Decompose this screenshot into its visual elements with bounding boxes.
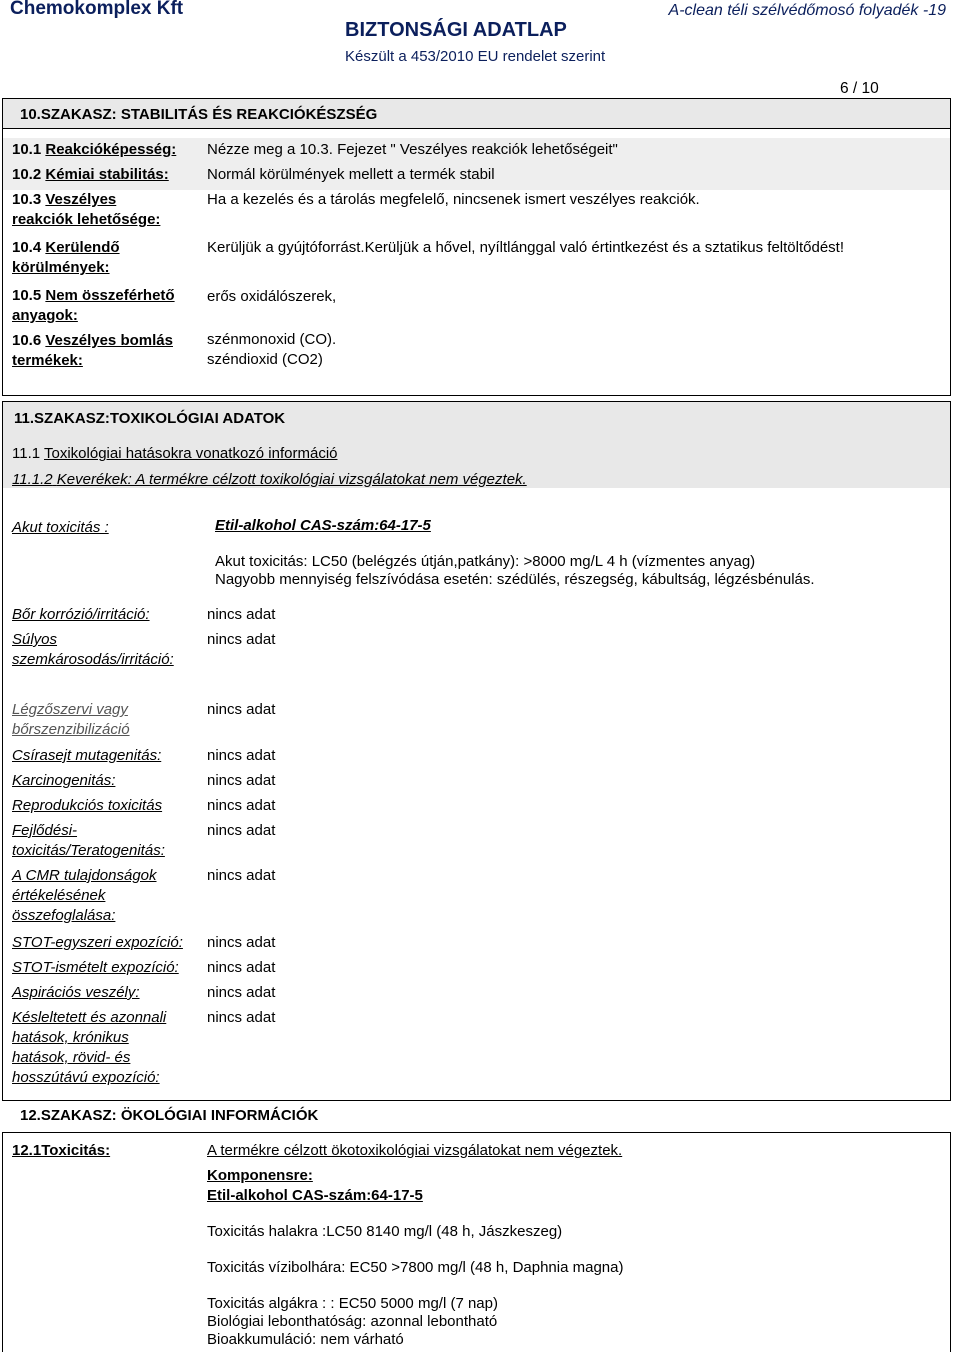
row-10-1-value: Nézze meg a 10.3. Fejezet " Veszélyes reakciók lehetőségeit" (207, 141, 618, 158)
row-10-2-label: 10.2 Kémiai stabilitás: (12, 166, 169, 183)
endpoint-value: nincs adat (207, 984, 276, 1001)
bioaccumulation: Bioakkumuláció: nem várható (207, 1331, 404, 1348)
page-number: 6 / 10 (840, 80, 879, 97)
endpoint-label: Késleltetett és azonnali hatások, krónikus hatások, rövid- és hosszútávú expozíció: (12, 1009, 167, 1086)
row-10-2-value: Normál körülmények mellett a termék stabil (207, 166, 495, 183)
endpoint-label: STOT-egyszeri expozíció: (12, 934, 183, 951)
endpoint-label: STOT-ismételt expozíció: (12, 959, 179, 976)
components-label: Komponensre: (207, 1167, 313, 1184)
endpoint-label: Bőr korrózió/irritáció: (12, 606, 150, 623)
acute-toxicity-lc50: Akut toxicitás: LC50 (belégzés útján,patkány): >8000 mg/L 4 h (vízmentes anyag) (215, 553, 756, 570)
section10-title: 10.SZAKASZ: STABILITÁS ÉS REAKCIÓKÉSZSÉG (20, 106, 378, 123)
row-10-5-label: 10.5 Nem összeférhető anyagok: (12, 287, 175, 324)
endpoint-label: Légzőszervi vagy bőrszenzibilizáció (12, 701, 130, 738)
row-10-4-value: Kerüljük a gyújtóforrást.Kerüljük a hővel, nyíltlánggal való értintkezést és a sztatikus feltöltődést! (207, 239, 844, 256)
endpoint-label: Reprodukciós toxicitás (12, 797, 163, 814)
row-10-3-label: 10.3 Veszélyes reakciók lehetősége: (12, 191, 161, 228)
subsection-11-1: 11.1 Toxikológiai hatásokra vonatkozó információ (12, 445, 338, 462)
endpoint-label: Fejlődési- toxicitás/Teratogenitás: (12, 822, 165, 859)
biodegradability: Biológiai lebonthatóság: azonnal lebontható (207, 1313, 498, 1330)
company-name: Chemokomplex Kft (10, 0, 184, 19)
row-10-5-value: erős oxidálószerek, (207, 288, 337, 305)
algae-toxicity: Toxicitás algákra : : EC50 5000 mg/l (7 nap) (207, 1295, 498, 1312)
row-10-4-label: 10.4 Kerülendő körülmények: (12, 239, 120, 276)
fish-toxicity: Toxicitás halakra :LC50 8140 mg/l (48 h, Jászkeszeg) (207, 1223, 563, 1240)
toxicity-label: 12.1Toxicitás: (12, 1142, 111, 1159)
endpoint-value: nincs adat (207, 631, 276, 648)
endpoint-value: nincs adat (207, 822, 276, 839)
endpoint-value: nincs adat (207, 606, 276, 623)
endpoint-value: nincs adat (207, 747, 276, 764)
endpoint-label: Csírasejt mutagenitás: (12, 747, 162, 764)
endpoint-value: nincs adat (207, 701, 276, 718)
subsection-11-1-2: 11.1.2 Keverékek: A termékre célzott toxikológiai vizsgálatokat nem végeztek. (12, 471, 527, 488)
row-10-1-label: 10.1 Reakcióképesség: (12, 141, 177, 158)
row-10-6-value: szénmonoxid (CO). széndioxid (CO2) (207, 331, 337, 368)
endpoint-value: nincs adat (207, 959, 276, 976)
eco-component-name: Etil-alkohol CAS-szám:64-17-5 (207, 1187, 423, 1204)
endpoint-value: nincs adat (207, 934, 276, 951)
endpoint-value: nincs adat (207, 797, 276, 814)
endpoint-value: nincs adat (207, 867, 276, 884)
acute-toxicity-effects: Nagyobb mennyiség felszívódása esetén: szédülés, részegség, kábultság, légzésbénulás. (215, 571, 815, 588)
product-name: A-clean téli szélvédőmosó folyadék -19 (668, 2, 946, 19)
ecotox-statement: A termékre célzott ökotoxikológiai vizsgálatokat nem végeztek. (207, 1142, 623, 1159)
endpoint-label: A CMR tulajdonságok értékelésének összefoglalása: (12, 867, 157, 924)
endpoint-label: Aspirációs veszély: (12, 984, 140, 1001)
section11-title: 11.SZAKASZ:TOXIKOLÓGIAI ADATOK (14, 410, 286, 427)
endpoint-value: nincs adat (207, 1009, 276, 1026)
acute-toxicity-label: Akut toxicitás : (12, 519, 109, 536)
document-title: BIZTONSÁGI ADATLAP (345, 19, 567, 41)
section12-title: 12.SZAKASZ: ÖKOLÓGIAI INFORMÁCIÓK (20, 1107, 319, 1124)
component-name: Etil-alkohol CAS-szám:64-17-5 (215, 517, 431, 534)
row-10-3-value: Ha a kezelés és a tárolás megfelelő, nincsenek ismert veszélyes reakciók. (207, 191, 700, 208)
row-10-6-label: 10.6 Veszélyes bomlás termékek: (12, 332, 173, 369)
document-subtitle: Készült a 453/2010 EU rendelet szerint (345, 48, 606, 65)
endpoint-label: Súlyos szemkárosodás/irritáció: (12, 631, 174, 668)
endpoint-label: Karcinogenitás: (12, 772, 116, 789)
endpoint-value: nincs adat (207, 772, 276, 789)
daphnia-toxicity: Toxicitás vízibolhára: EC50 >7800 mg/l (48 h, Daphnia magna) (207, 1259, 624, 1276)
